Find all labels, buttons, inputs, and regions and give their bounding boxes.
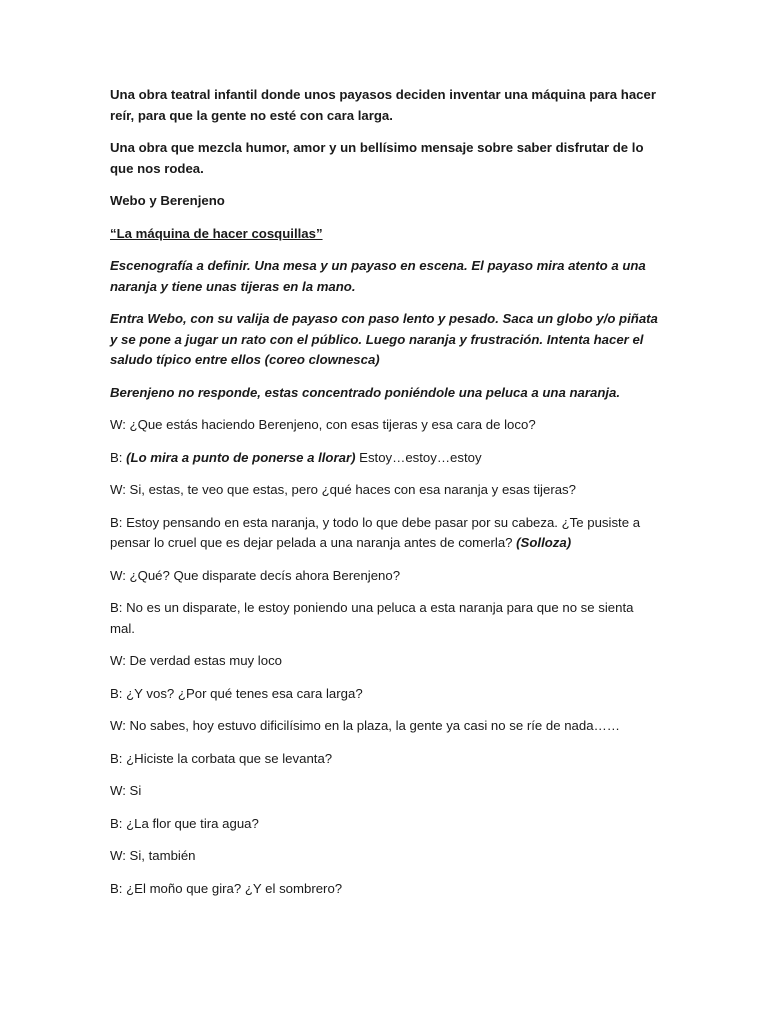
dialogue-line: W: De verdad estas muy loco xyxy=(110,653,282,668)
dialogue-line xyxy=(110,448,660,469)
dialogue-line: B: ¿Hiciste la corbata que se levanta? xyxy=(110,750,333,766)
dialogue-line: B: ¿El moño que gira? ¿Y el sombrero? xyxy=(110,880,343,896)
dialogue-text: B: Estoy pensando en esta naranja, y todo lo que debe pasar por su cabeza. ¿Te pusiste a pensar lo cruel que es dejar pelada a una naranja antes de comerla? xyxy=(110,514,641,550)
intro-paragraph-1: Una obra teatral infantil donde unos payasos deciden inventar una máquina para hacer reír, para que la gente no esté con cara larga. xyxy=(110,87,656,123)
dialogue-line: B: ¿La flor que tira agua? xyxy=(110,815,259,831)
inline-stage-direction: (Solloza) xyxy=(516,535,572,550)
play-title: “La máquina de hacer cosquillas” xyxy=(110,225,323,241)
speaker-prefix: B: xyxy=(110,449,127,465)
dialogue-line: W: Si xyxy=(110,783,142,798)
dialogue-line: W: ¿Que estás haciendo Berenjeno, con esas tijeras y esa cara de loco? xyxy=(110,417,536,432)
stage-direction-2: Entra Webo, con su valija de payaso con paso lento y pesado. Saca un globo y/o piñata y se pone a jugar un rato con el público. Luego naranja y frustración. Intenta hacer el saludo típico entre ellos (coreo clownesca) xyxy=(110,311,658,367)
dialogue-line: W: Si, también xyxy=(110,848,196,863)
dialogue-line: W: ¿Qué? Que disparate decís ahora Berenjeno? xyxy=(110,567,401,583)
dialogue-line xyxy=(110,513,660,554)
characters-line: Webo y Berenjeno xyxy=(110,193,225,208)
dialogue-line: B: ¿Y vos? ¿Por qué tenes esa cara larga? xyxy=(110,685,363,701)
dialogue-line: W: No sabes, hoy estuvo dificilísimo en la plaza, la gente ya casi no se ríe de nada…… xyxy=(110,718,620,733)
dialogue-line: W: Si, estas, te veo que estas, pero ¿qué haces con esa naranja y esas tijeras? xyxy=(110,482,576,497)
inline-stage-direction: (Lo mira a punto de ponerse a llorar) xyxy=(126,449,356,465)
dialogue-text: Estoy…estoy…estoy xyxy=(355,449,482,465)
stage-direction-1: Escenografía a definir. Una mesa y un payaso en escena. El payaso mira atento a una naranja y tiene unas tijeras en la mano. xyxy=(110,258,646,294)
stage-direction-3: Berenjeno no responde, estas concentrado poniéndole una peluca a una naranja. xyxy=(110,384,621,400)
dialogue-line: B: No es un disparate, le estoy poniendo una peluca a esta naranja para que no se sienta mal. xyxy=(110,600,634,636)
intro-paragraph-2: Una obra que mezcla humor, amor y un bellísimo mensaje sobre saber disfrutar de lo que nos rodea. xyxy=(110,140,644,176)
document-page xyxy=(110,85,660,911)
